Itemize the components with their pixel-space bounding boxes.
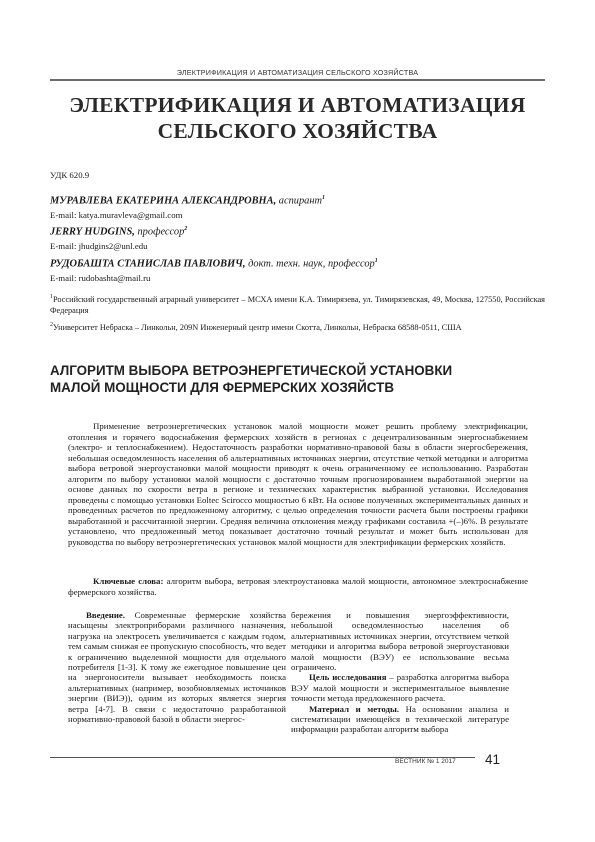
goal-text: – разработка алгоритма выбора ВЭУ малой мощности и экспериментальное выявление точности метода предложенного расчета. — [291, 672, 509, 704]
author-name: МУРАВЛЕВА ЕКАТЕРИНА АЛЕКСАНДРОВНА, — [50, 195, 277, 207]
keywords — [68, 576, 528, 597]
goal-label: Цель исследования — [309, 672, 387, 683]
header-rule — [50, 79, 545, 81]
intro-text: Современные фермерские хозяйства насыщены электроприборами различного назначения, нагрузка на электросеть увеличивается с каждым годом, тем самым снижая ее пропускную способность, что ведет к ограничению выделенной мощности для отдельного потребителя [1-3]. К тому же ежегодное повышение цен на энергоносители вызывает необходимость поиска альтернативных (например, возобновляемых источников энергии (ВИЭ)), одним из которых является энергия ветра [4-7]. В связи с недостаточно разработанной нормативно-правовой базой в области энергос- — [68, 610, 287, 725]
author-1 — [50, 195, 325, 206]
section-title — [50, 92, 545, 144]
author-position: профессор — [137, 226, 185, 238]
affiliation-1 — [50, 292, 545, 317]
methods-label: Материал и методы. — [309, 703, 400, 714]
intro-label: Введение. — [86, 610, 126, 620]
author-sup: 2 — [184, 226, 188, 232]
author-email: E-mail: katya.muravleva@gmail.com — [50, 210, 183, 220]
affiliation-sup: 1 — [50, 294, 53, 300]
udk-code: УДК 620.9 — [50, 170, 90, 180]
author-2 — [50, 226, 187, 237]
affiliation-text: Российский государственный аграрный университет – МСХА имени К.А. Тимирязева, ул. Тимирязевская, 49, Москва, 127550, Российская Федерация — [50, 294, 545, 316]
author-position: аспирант — [278, 195, 323, 207]
author-email: E-mail: jhudgins2@unl.edu — [50, 241, 148, 251]
article-title-line2: МАЛОЙ МОЩНОСТИ ДЛЯ ФЕРМЕРСКИХ ХОЗЯЙСТВ — [50, 380, 394, 395]
section-title-line2: СЕЛЬСКОГО ХОЗЯЙСТВА — [157, 119, 438, 143]
keywords-text: алгоритм выбора, ветровая электроустановка малой мощности, автономное электроснабжение фермерского хозяйства. — [68, 576, 529, 597]
column-left — [68, 610, 286, 724]
author-position: докт. техн. наук, профессор — [248, 258, 375, 270]
methods-paragraph — [291, 704, 509, 735]
column-right — [291, 610, 509, 735]
author-sup: 1 — [322, 195, 326, 201]
keywords-label: Ключевые слова: — [93, 576, 164, 586]
intro-paragraph — [68, 610, 286, 724]
page-number: 41 — [485, 752, 501, 767]
author-name: РУДОБАШТА СТАНИСЛАВ ПАВЛОВИЧ, — [50, 258, 246, 270]
article-title-line1: АЛГОРИТМ ВЫБОРА ВЕТРОЭНЕРГЕТИЧЕСКОЙ УСТАНОВКИ — [50, 363, 453, 378]
running-head: ЭЛЕКТРИФИКАЦИЯ И АВТОМАТИЗАЦИЯ СЕЛЬСКОГО ХОЗЯЙСТВА — [176, 68, 419, 77]
affiliation-2 — [50, 320, 545, 333]
author-3 — [50, 258, 378, 269]
author-name: JERRY HUDGINS, — [50, 226, 135, 238]
footer-journal: ВЕСТНИК № 1 2017 — [395, 758, 456, 765]
goal-paragraph — [291, 672, 509, 703]
author-email: E-mail: rudobashta@mail.ru — [50, 273, 151, 283]
abstract: Применение ветроэнергетических установок малой мощности может решить проблему электрификации, отопления и горячего водоснабжения фермерских хозяйств в регионах с децентрализованным энергоснабжением (электро- и теплоснабжением). Недостаточность разработки нормативно-правовой базы в области энергосбережения, небольшая осведомленность населения об альтернативных источниках энергии, отсутствие четкой методики и алгоритма выбора ветровой энергоустановки малой мощности приводят к очень ограниченному ее использованию. Разработан алгоритм по выбору установки малой мощности с достаточно точным прогнозированием выработанной энергии на основе данных по скорости ветра в регионе и технических характеристик выбранной установки. Исследования проведены с помощью установки Eoltec Scirocco мощностью 6 кВт. На основе полученных экспериментальных данных и проведенных расчетов по предложенному алгоритму, с целью определения точности расчета были построены графики выработанной и рассчитанной энергии. Средняя величина отклонения между графиками составила +(–)6%. В результате установлено, что предложенный метод показывает достаточно точный результат и может быть использован для руководства по выбору ветроэнергетических установок малой мощности для электрификации фермерских хозяйств. — [68, 421, 528, 547]
right-paragraph-continued: бережения и повышения энергоэффективности, небольшой осведомленностью населения об альтернативных источниках энергии, отсутствием четкой методики и алгоритма выбора ветровой энергоустановки малой мощности (ВЭУ) ее использование весьма ограничено. — [291, 610, 509, 673]
affiliation-sup: 2 — [50, 322, 53, 328]
article-title — [50, 362, 545, 396]
section-title-line1: ЭЛЕКТРИФИКАЦИЯ И АВТОМАТИЗАЦИЯ — [69, 93, 526, 117]
affiliation-text: Университет Небраска – Линкольн, 209N Инженерный центр имени Скотта, Линкольн, Небраска 68588-0511, США — [53, 322, 462, 332]
methods-text: На основании анализа и систематизации имеющейся в технической литературе информации разработан алгоритм выбора — [291, 703, 509, 735]
author-sup: 1 — [374, 258, 378, 264]
